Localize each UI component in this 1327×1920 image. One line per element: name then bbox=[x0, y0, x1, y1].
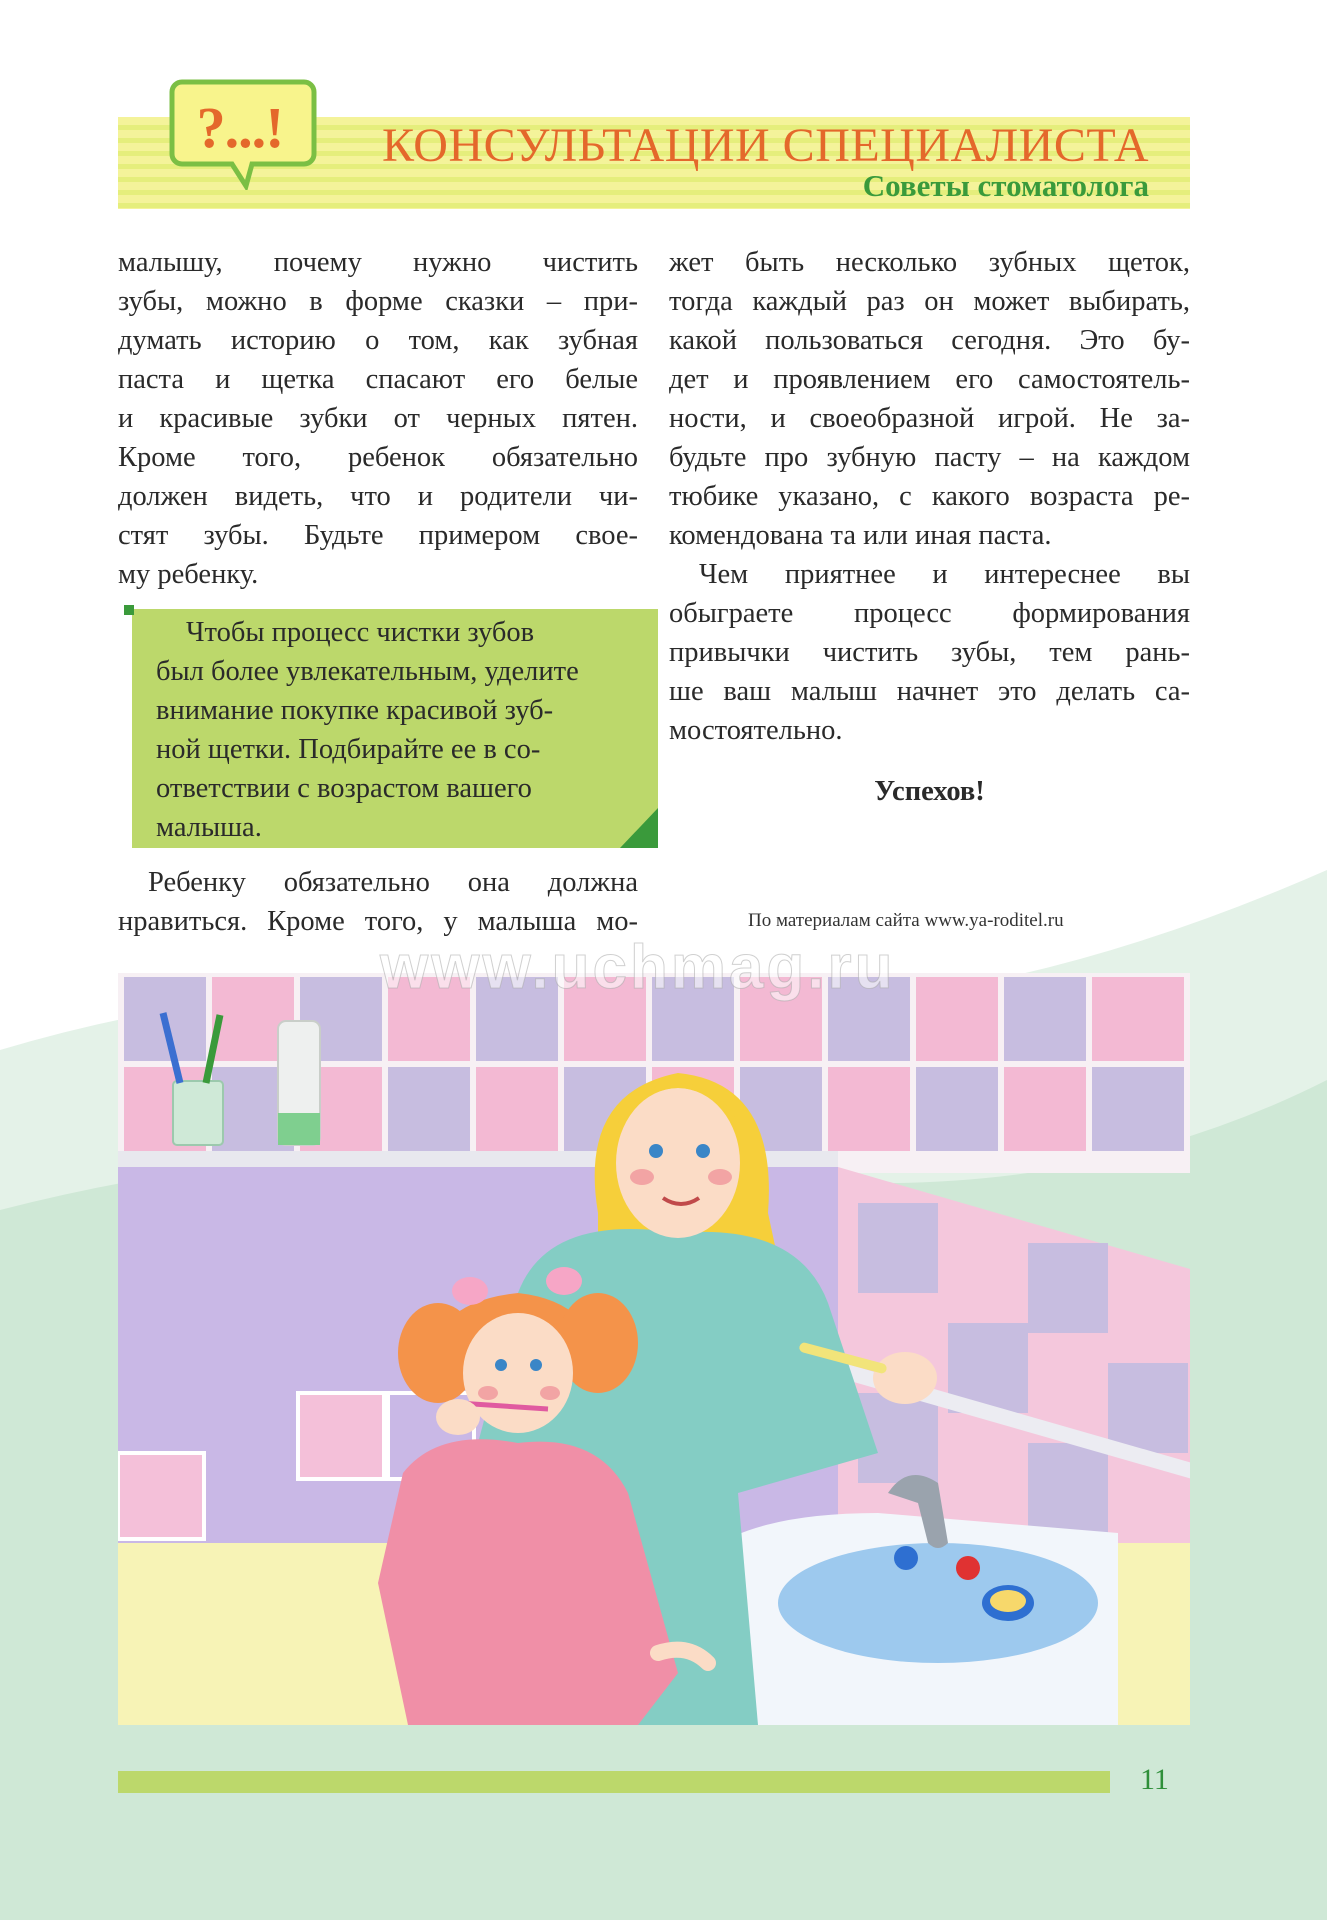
text-line: какой пользоваться сегодня. Это бу- bbox=[669, 325, 1190, 356]
text-line: комендована та или иная паста. bbox=[669, 520, 1052, 551]
tip-marker bbox=[124, 605, 134, 615]
text-line: жет быть несколько зубных щеток, bbox=[669, 247, 1190, 278]
text-line: дет и проявлением его самостоятель- bbox=[669, 364, 1190, 395]
text-line: мостоятельно. bbox=[669, 715, 843, 746]
text-line: малыша. bbox=[156, 812, 262, 843]
left-column-text bbox=[118, 243, 638, 594]
text-line: ной щетки. Подбирайте ее в со- bbox=[156, 734, 541, 765]
text-line: малышу, почему нужно чистить bbox=[118, 247, 638, 278]
text-line: думать историю о том, как зубная bbox=[118, 325, 638, 356]
text-line: был более увлекательным, уделите bbox=[156, 656, 579, 687]
text-line: Кроме того, ребенок обязательно bbox=[118, 442, 638, 473]
header-badge: ?...! bbox=[196, 95, 284, 160]
closing-text: Успехов! bbox=[874, 776, 985, 807]
text-line: ности, и своеобразной игрой. Не за- bbox=[669, 403, 1190, 434]
text-line: тогда каждый раз он может выбирать, bbox=[669, 286, 1190, 317]
text-line: и красивые зубки от черных пятен. bbox=[118, 403, 638, 434]
text-line: стят зубы. Будьте примером свое- bbox=[118, 520, 638, 551]
text-line: привычки чистить зубы, тем рань- bbox=[669, 637, 1190, 668]
text-line: обыграете процесс формирования bbox=[669, 598, 1190, 629]
text-line: Ребенку обязательно она должна bbox=[148, 867, 638, 898]
text-line: зубы, можно в форме сказки – при- bbox=[118, 286, 638, 317]
text-line: му ребенку. bbox=[118, 559, 259, 590]
text-line: должен видеть, что и родители чи- bbox=[118, 481, 638, 512]
text-line: паста и щетка спасают его белые bbox=[118, 364, 638, 395]
left-column-text-2 bbox=[118, 863, 638, 941]
text-line: ше ваш малыш начнет это делать са- bbox=[669, 676, 1190, 707]
text-line: внимание покупке красивой зуб- bbox=[156, 695, 554, 726]
text-line: будьте про зубную пасту – на каждом bbox=[669, 442, 1190, 473]
source-credit: По материалам сайта www.ya-roditel.ru bbox=[748, 910, 1064, 931]
right-column-text bbox=[669, 243, 1190, 750]
text-line: ответствии с возрастом вашего bbox=[156, 773, 532, 804]
text-line: Чем приятнее и интереснее вы bbox=[699, 559, 1190, 590]
page-subtitle: Советы стоматолога bbox=[862, 168, 1149, 203]
text-line: Чтобы процесс чистки зубов bbox=[186, 617, 535, 648]
footer-bar bbox=[118, 1771, 1110, 1793]
page-number: 11 bbox=[1140, 1763, 1169, 1796]
text-line: нравиться. Кроме того, у малыша мо- bbox=[118, 906, 638, 937]
tip-text bbox=[156, 613, 638, 847]
page-title: КОНСУЛЬТАЦИИ СПЕЦИАЛИСТА bbox=[381, 119, 1149, 172]
bathroom-illustration bbox=[118, 973, 1190, 1725]
watermark: www.uchmag.ru bbox=[380, 933, 896, 1002]
text-line: тюбике указано, с какого возраста ре- bbox=[669, 481, 1190, 512]
